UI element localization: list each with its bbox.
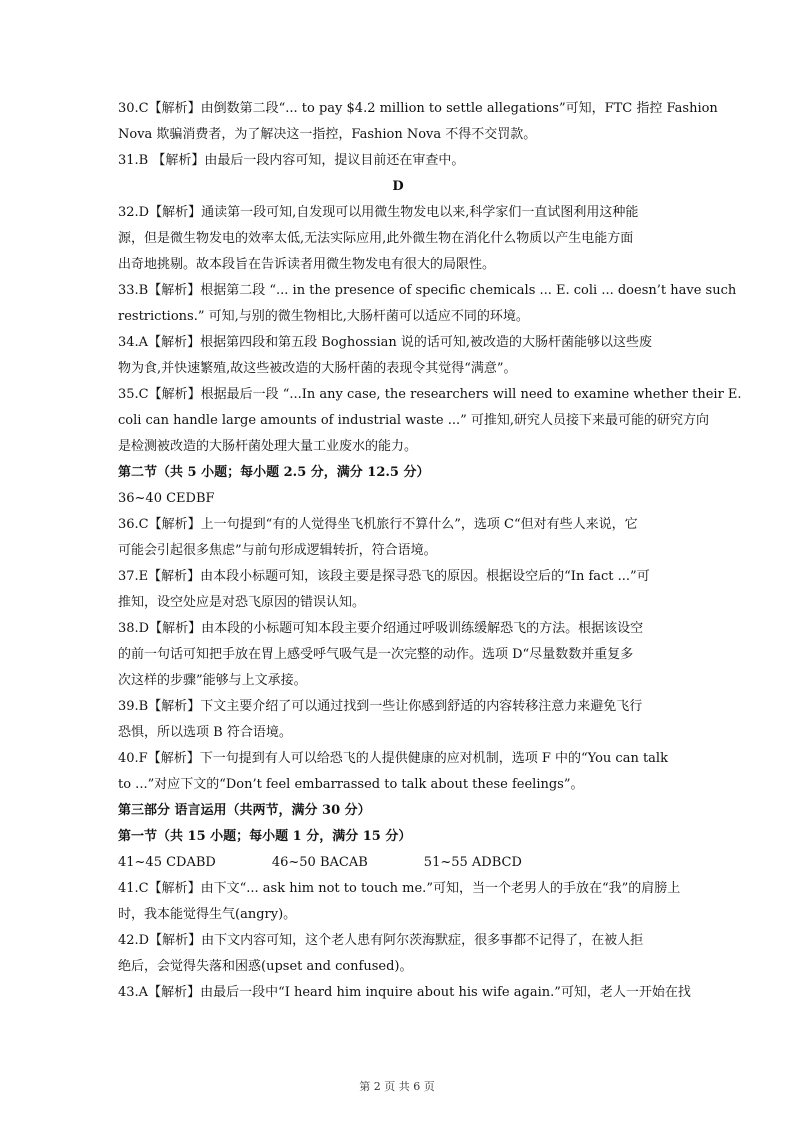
- answer-key-36-40: 36~40 CEDBF: [118, 491, 215, 506]
- text-line: 绝后，会觉得失落和困惑(upset and confused)。: [118, 959, 413, 974]
- text-line: 36.C【解析】上一句提到“有的人觉得坐飞机旅行不算什么”，选项 C“但对有些人来说，它: [118, 517, 638, 532]
- text-line: to ...”对应下文的“Don’t feel embarrassed to talk about these feelings”。: [118, 777, 584, 792]
- text-line: 35.C【解析】根据最后一段 “...In any case, the researchers will need to examine whether their E.: [118, 387, 742, 402]
- text-line: 30.C【解析】由倒数第二段“... to pay $4.2 million to settle allegations”可知，FTC 指控 Fashion: [118, 101, 718, 116]
- text-line: 41.C【解析】由下文“... ask him not to touch me.”可知，当一个老男人的手放在“我”的肩膀上: [118, 881, 681, 896]
- text-line: 的前一句话可知把手放在胃上感受呼气吸气是一次完整的动作。选项 D“尽量数数并重复多: [118, 647, 634, 662]
- text-line: coli can handle large amounts of industrial waste ...” 可推知,研究人员接下来最可能的研究方向: [118, 413, 710, 428]
- text-line: 可能会引起很多焦虑”与前句形成逻辑转折，符合语境。: [118, 543, 437, 558]
- answer-key-41-45: 41~45 CDABD: [118, 855, 216, 870]
- text-line: 40.F【解析】下一句提到有人可以给恐飞的人提供健康的应对机制，选项 F 中的“You can talk: [118, 751, 668, 766]
- text-line: 物为食,并快速繁殖,故这些被改造的大肠杆菌的表现令其觉得“满意”。: [118, 361, 517, 376]
- text-line: restrictions.” 可知,与别的微生物相比,大肠杆菌可以适应不同的环境。: [118, 309, 529, 324]
- page-footer: 第 2 页 共 6 页: [359, 1080, 435, 1093]
- text-line: Nova 欺骗消费者，为了解决这一指控，Fashion Nova 不得不交罚款。: [118, 127, 537, 142]
- text-line: 32.D【解析】通读第一段可知,自发现可以用微生物发电以来,科学家们一直试图利用这种能: [118, 205, 639, 220]
- answer-explanations: [118, 96, 742, 1006]
- text-line: 43.A【解析】由最后一段中“I heard him inquire about his wife again.”可知，老人一开始在找: [118, 985, 691, 1000]
- text-line: 出奇地挑剔。故本段旨在告诉读者用微生物发电有很大的局限性。: [118, 257, 496, 272]
- answer-key-51-55: 51~55 ADBCD: [423, 855, 522, 870]
- answer-key-41-55: [118, 850, 678, 876]
- text-line: 34.A【解析】根据第四段和第五段 Boghossian 说的话可知,被改造的大肠杆菌能够以这些废: [118, 335, 652, 350]
- text-line: 次这样的步骤”能够与上文承接。: [118, 673, 307, 688]
- text-line: 推知，设空处应是对恐飞原因的错误认知。: [118, 595, 366, 610]
- answer-key-46-50: 46~50 BACAB: [271, 855, 368, 870]
- text-line: 是检测被改造的大肠杆菌处理大量工业废水的能力。: [118, 439, 418, 454]
- text-line: 时，我本能觉得生气(angry)。: [118, 907, 297, 922]
- section-title-part2: 第二节（共 5 小题；每小题 2.5 分，满分 12.5 分）: [118, 465, 430, 480]
- section-title-part3-sec1: 第一节（共 15 小题；每小题 1 分，满分 15 分）: [118, 829, 412, 844]
- text-line: 恐惧，所以选项 B 符合语境。: [118, 725, 292, 740]
- text-line: 31.B 【解析】由最后一段内容可知，提议目前还在审查中。: [118, 153, 465, 168]
- text-line: 33.B【解析】根据第二段 “... in the presence of specific chemicals ... E. coli ... doesn’t have such: [118, 283, 737, 298]
- text-line: 37.E【解析】由本段小标题可知，该段主要是探寻恐飞的原因。根据设空后的“In fact ...”可: [118, 569, 650, 584]
- text-line: 42.D【解析】由下文内容可知，这个老人患有阿尔茨海默症，很多事都不记得了，在被人拒: [118, 933, 644, 948]
- text-line: 38.D【解析】由本段的小标题可知本段主要介绍通过呼吸训练缓解恐飞的方法。根据该设空: [118, 621, 644, 636]
- text-line: 源，但是微生物发电的效率太低,无法实际应用,此外微生物在消化什么物质以产生电能方面: [118, 231, 634, 246]
- section-heading-d: D: [392, 179, 404, 194]
- text-line: 39.B【解析】下文主要介绍了可以通过找到一些让你感到舒适的内容转移注意力来避免飞行: [118, 699, 643, 714]
- section-title-part3: 第三部分 语言运用（共两节，满分 30 分）: [118, 803, 371, 818]
